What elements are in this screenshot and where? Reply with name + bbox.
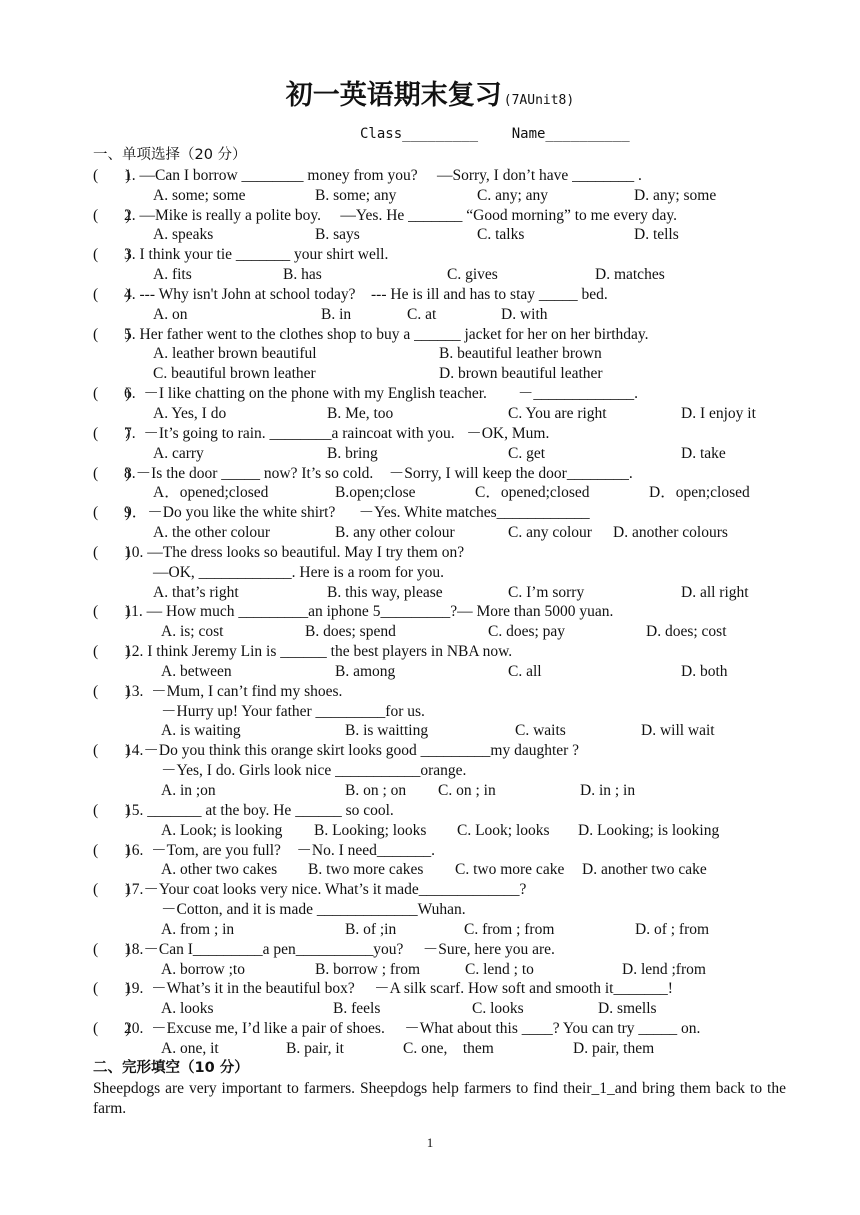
option: C. all [508, 662, 542, 680]
answer-blank[interactable]: ( ) [93, 841, 131, 859]
answer-blank[interactable]: ( ) [93, 980, 131, 998]
answer-blank[interactable]: ( ) [93, 881, 131, 899]
option: A. carry [153, 444, 204, 462]
question-16 [93, 841, 793, 861]
question-stem-continued: －Yes, I do. Girls look nice ___________orange. [161, 762, 467, 780]
question-5 [93, 325, 793, 345]
option: D. matches [595, 266, 665, 284]
title-main: 初一英语期末复习 [285, 80, 502, 111]
option: B. says [315, 226, 360, 244]
option: B. among [335, 662, 396, 680]
question-7 [93, 424, 793, 444]
option: B. pair, it [286, 1039, 344, 1057]
answer-blank[interactable]: ( ) [93, 742, 131, 760]
option: D. brown beautiful leather [439, 365, 603, 383]
question-stem: 15. _______ at the boy. He ______ so cool. [124, 801, 394, 819]
option: B. does; spend [305, 623, 396, 641]
option: B. some; any [315, 186, 397, 204]
option: D. will wait [641, 722, 715, 740]
option: D. pair, them [573, 1039, 655, 1057]
option: D．open;closed [649, 484, 750, 502]
question-stem: 8.－Is the door _____ now? It’s so cold. －Sorry, I will keep the door________. [124, 464, 633, 482]
question-17 [93, 880, 793, 900]
option: D. another two cake [582, 861, 707, 879]
option: D. smells [598, 1000, 657, 1018]
question-stem: 20. －Excuse me, I’d like a pair of shoes. －What about this ____? You can try _____ on. [124, 1020, 701, 1038]
page-title [0, 78, 860, 119]
question-1 [93, 166, 793, 186]
question-stem: 12. I think Jeremy Lin is ______ the best players in NBA now. [124, 643, 513, 661]
question-stem: 5. Her father went to the clothes shop to buy a ______ jacket for her on her birthday. [124, 325, 649, 343]
answer-blank[interactable]: ( ) [93, 464, 131, 482]
question-13 [93, 682, 793, 702]
answer-blank[interactable]: ( ) [93, 206, 131, 224]
question-list [93, 146, 793, 1079]
option: A．opened;closed [153, 484, 269, 502]
question-11 [93, 602, 793, 622]
option: A. is; cost [161, 623, 224, 641]
option: A. Look; is looking [161, 821, 283, 839]
option: D. take [681, 444, 726, 462]
option: C. any; any [477, 186, 549, 204]
question-stem-continued: －Cotton, and it is made _____________Wuhan. [161, 901, 466, 919]
option: A. in ;on [161, 782, 216, 799]
option: C. Look; looks [457, 821, 550, 839]
option: A. fits [153, 266, 192, 284]
option: C. two more cake [455, 861, 565, 879]
option: A. from ; in [161, 920, 235, 938]
question-stem: 4. --- Why isn't John at school today? --- He is ill and has to stay _____ bed. [124, 285, 608, 303]
question-stem: 19. －What’s it in the beautiful box? －A silk scarf. How soft and smooth it_______! [124, 980, 673, 998]
answer-blank[interactable]: ( ) [93, 603, 131, 621]
question-stem: 18.－Can I_________a pen__________you? －Sure, here you are. [124, 940, 555, 958]
answer-blank[interactable]: ( ) [93, 504, 131, 522]
option: A. some; some [153, 186, 246, 204]
answer-blank[interactable]: ( ) [93, 325, 131, 343]
question-stem-continued: －Hurry up! Your father _________for us. [161, 702, 425, 720]
question-stem-continued: —OK, ____________. Here is a room for you. [153, 563, 445, 581]
option: B. is waitting [345, 722, 429, 740]
option: C. You are right [508, 404, 607, 422]
option: A. that’s right [153, 583, 239, 601]
option: A. the other colour [153, 524, 271, 542]
option: A. on [153, 305, 188, 323]
question-2 [93, 206, 793, 226]
question-stem: 1. —Can I borrow ________ money from you? —Sorry, I don’t have ________ . [124, 166, 642, 184]
answer-blank[interactable]: ( ) [93, 285, 131, 303]
option: B. borrow ; from [315, 960, 421, 978]
option: D. of ; from [635, 920, 710, 938]
question-stem: 13. －Mum, I can’t find my shoes. [124, 682, 343, 700]
option: C. get [508, 444, 546, 462]
class-name-line: Class_________ Name__________ [360, 126, 630, 142]
option: C. beautiful brown leather [153, 365, 316, 383]
option: A. looks [161, 1000, 214, 1018]
option: A. Yes, I do [153, 404, 227, 422]
option: B. Me, too [327, 404, 394, 422]
option: B. this way, please [327, 583, 443, 601]
question-14 [93, 741, 793, 761]
option: D. Looking; is looking [578, 821, 720, 839]
option: D. lend ;from [622, 960, 706, 978]
answer-blank[interactable]: ( ) [93, 643, 131, 661]
answer-blank[interactable]: ( ) [93, 543, 131, 561]
question-8 [93, 464, 793, 484]
question-12 [93, 642, 793, 662]
question-stem: 11. — How much _________an iphone 5_________?— More than 5000 yuan. [124, 603, 614, 621]
option: D. in ; in [580, 782, 636, 799]
option: A. is waiting [161, 722, 241, 740]
answer-blank[interactable]: ( ) [93, 1020, 131, 1038]
option: C. gives [447, 266, 498, 284]
option: C. does; pay [488, 623, 566, 641]
section-heading-multiple-choice: 一、单项选择（20 分） [93, 147, 247, 163]
question-6 [93, 384, 793, 404]
option: D. all right [681, 583, 749, 601]
answer-blank[interactable]: ( ) [93, 424, 131, 442]
option: C. at [407, 305, 437, 323]
option: C. from ; from [464, 920, 555, 938]
question-4 [93, 285, 793, 305]
option: B. any other colour [335, 524, 455, 542]
option: D. another colours [613, 524, 728, 542]
answer-blank[interactable]: ( ) [93, 246, 131, 264]
option: D. with [501, 305, 548, 323]
option: A. speaks [153, 226, 214, 244]
option: B. in [321, 305, 352, 323]
question-19 [93, 979, 793, 999]
option: B.open;close [335, 484, 416, 502]
option: B. two more cakes [308, 861, 424, 879]
question-15 [93, 801, 793, 821]
option: C．opened;closed [475, 484, 590, 502]
answer-blank[interactable]: ( ) [93, 940, 131, 958]
option: B. has [283, 266, 322, 284]
section-heading-cloze: 二、完形填空（10 分） [93, 1059, 249, 1076]
question-20 [93, 1019, 793, 1039]
option: C. waits [515, 722, 566, 740]
option: C. lend ; to [465, 960, 534, 978]
option: B. Looking; looks [314, 821, 427, 839]
option: D. does; cost [646, 623, 727, 641]
option: D. I enjoy it [681, 404, 756, 422]
option: D. both [681, 662, 728, 680]
answer-blank[interactable]: ( ) [93, 682, 131, 700]
option: B. beautiful leather brown [439, 345, 602, 363]
question-stem: 9．－Do you like the white shirt? －Yes. White matches____________ [124, 504, 590, 522]
option: A. one, it [161, 1039, 219, 1057]
answer-blank[interactable]: ( ) [93, 166, 131, 184]
option: C. looks [472, 1000, 524, 1018]
answer-blank[interactable]: ( ) [93, 385, 131, 403]
option: B. of ;in [345, 920, 397, 938]
question-stem: 7. －It’s going to rain. ________a raincoat with you. －OK, Mum. [124, 424, 550, 442]
option: A. between [161, 662, 232, 680]
option: C. any colour [508, 524, 592, 542]
question-18 [93, 940, 793, 960]
question-stem: 10. —The dress looks so beautiful. May I try them on? [124, 543, 465, 561]
page-number: 1 [426, 1135, 434, 1150]
option: D. tells [634, 226, 679, 244]
option: D. any; some [634, 186, 717, 204]
option: A. leather brown beautiful [153, 345, 317, 363]
title-subtitle: (7AUnit8) [503, 93, 575, 108]
option: C. one, them [403, 1039, 494, 1057]
option: C. on ; in [438, 782, 496, 799]
option: B. bring [327, 444, 378, 462]
question-stem: 14.－Do you think this orange skirt looks good _________my daughter ? [124, 742, 580, 760]
option: C. I’m sorry [508, 583, 585, 601]
question-stem: 3. I think your tie _______ your shirt well. [124, 246, 389, 264]
option: A. borrow ;to [161, 960, 245, 978]
question-3 [93, 245, 793, 265]
question-10 [93, 543, 793, 563]
question-stem: 16. －Tom, are you full? －No. I need_______. [124, 841, 436, 859]
cloze-passage: Sheepdogs are very important to farmers. Sheepdogs help farmers to find their_1_and bring them back to the farm. [93, 1080, 786, 1117]
question-stem: 2. —Mike is really a polite boy. —Yes. He _______ “Good morning” to me every day. [124, 206, 678, 224]
question-9 [93, 503, 793, 523]
question-stem: 6. －I like chatting on the phone with my English teacher. －_____________. [124, 385, 639, 403]
question-stem: 17.－Your coat looks very nice. What’s it made_____________? [124, 881, 527, 899]
option: C. talks [477, 226, 525, 244]
answer-blank[interactable]: ( ) [93, 801, 131, 819]
option: B. on ; on [345, 782, 407, 799]
option: B. feels [333, 1000, 381, 1018]
option: A. other two cakes [161, 861, 278, 879]
